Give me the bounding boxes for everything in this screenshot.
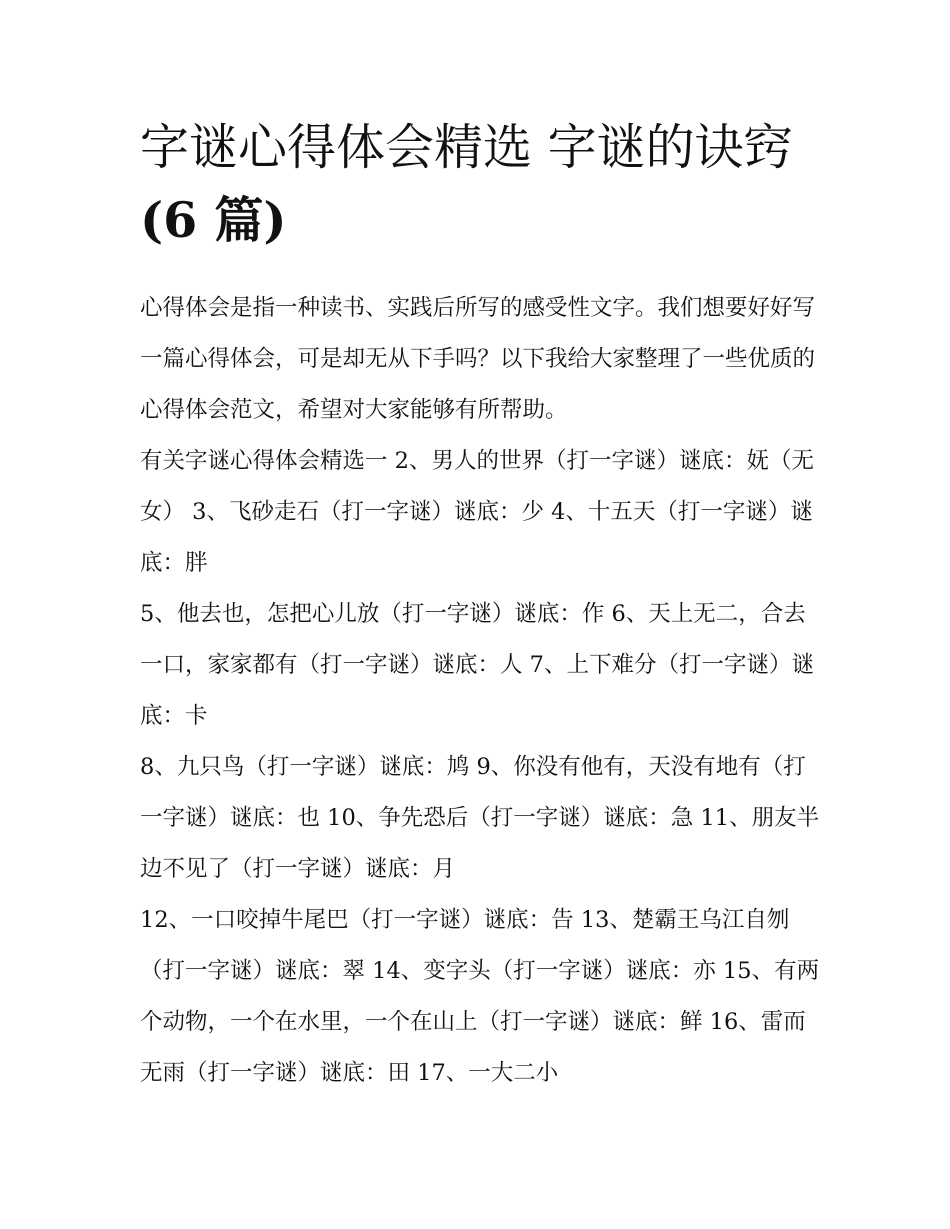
- document-content: [140, 112, 820, 1099]
- riddle-paragraph-1: 有关字谜心得体会精选一 2、男人的世界（打一字谜）谜底：妩（无女） 3、飞砂走石（打一字谜）谜底：少 4、十五天（打一字谜）谜底：胖: [140, 448, 814, 576]
- riddle-paragraph-3: 8、九只鸟（打一字谜）谜底：鸠 9、你没有他有，天没有地有（打一字谜）谜底：也 10、争先恐后（打一字谜）谜底：急 11、朋友半边不见了（打一字谜）谜底：月: [140, 754, 820, 882]
- page-title-line2: (6 篇): [140, 191, 287, 249]
- riddle-paragraph-2: 5、他去也，怎把心儿放（打一字谜）谜底：作 6、天上无二，合去一口，家家都有（打一字谜）谜底：人 7、上下难分（打一字谜）谜底：卡: [140, 601, 814, 729]
- intro-paragraph: 心得体会是指一种读书、实践后所写的感受性文字。我们想要好好写一篇心得体会，可是却无从下手吗？以下我给大家整理了一些优质的心得体会范文，希望对大家能够有所帮助。: [140, 295, 816, 423]
- riddle-paragraph-4: 12、一口咬掉牛尾巴（打一字谜）谜底：告 13、楚霸王乌江自刎（打一字谜）谜底：翠 14、变字头（打一字谜）谜底：亦 15、有两个动物，一个在水里，一个在山上（打一字谜）谜底：鲜 16、雷而无雨（打一字谜）谜底：田 17、一大二小: [140, 907, 820, 1086]
- page-title-line1: 字谜心得体会精选 字谜的诀窍: [140, 119, 793, 176]
- page-title: [140, 112, 820, 257]
